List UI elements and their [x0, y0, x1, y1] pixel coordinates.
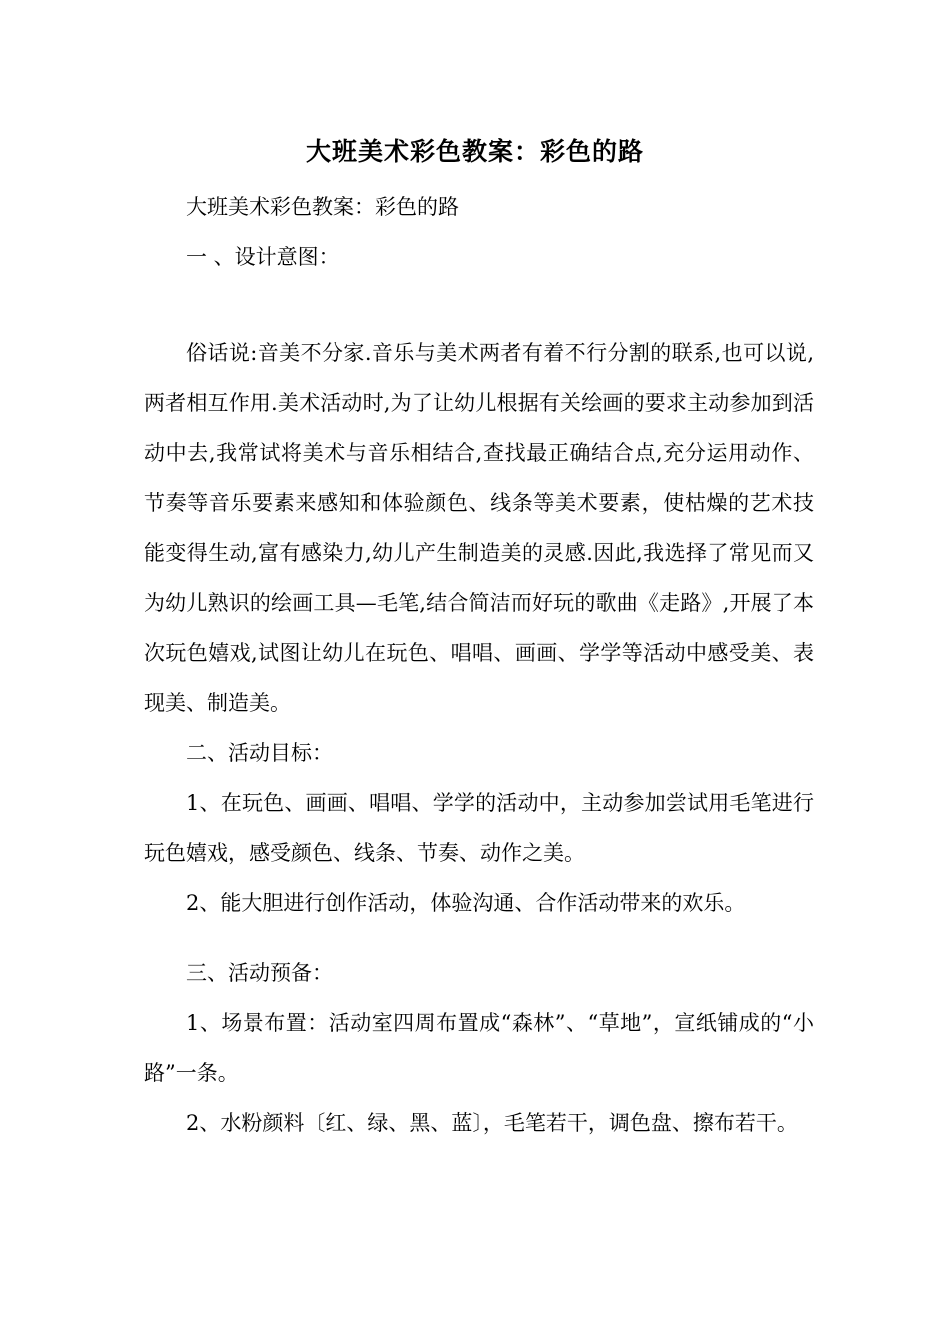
goal-item-1: 1、在玩色、画画、唱唱、学学的活动中，主动参加尝试用毛笔进行玩色嬉戏，感受颜色、线条、节奏、动作之美。 — [144, 791, 814, 865]
design-intent-paragraph: 俗话说:音美不分家.音乐与美术两者有着不行分割的联系,也可以说,两者相互作用.美术活动时,为了让幼儿根据有关绘画的要求主动参加到活动中去,我常试将美术与音乐相结合,查找最正确结合点,充分运用动作、节奏等音乐要素来感知和体验颜色、线条等美术要素，使枯燥的艺术技能变得生动,富有感染力,幼儿产生制造美的灵感.因此,我选择了常见而又为幼儿熟识的绘画工具—毛笔,结合简洁而好玩的歌曲《走路》,开展了本次玩色嬉戏,试图让幼儿在玩色、唱唱、画画、学学等活动中感受美、表现美、制造美。 — [144, 341, 814, 715]
section-heading-design-intent: 一 、设计意图： — [186, 245, 340, 269]
document-body — [144, 182, 814, 1148]
subtitle-paragraph: 大班美术彩色教案：彩色的路 — [186, 195, 459, 219]
preparation-item-2: 2、水粉颜料〔红、绿、黑、蓝〕，毛笔若干，调色盘、擦布若干。 — [186, 1111, 798, 1135]
goal-item-2: 2、能大胆进行创作活动，体验沟通、合作活动带来的欢乐。 — [186, 891, 746, 915]
document-title: 大班美术彩色教案：彩色的路 — [305, 137, 644, 166]
preparation-item-1: 1、场景布置：活动室四周布置成“森林”、“草地”，宣纸铺成的“小路”一条。 — [144, 1011, 814, 1085]
section-heading-preparation: 三、活动预备： — [186, 961, 333, 985]
section-heading-goals: 二、活动目标： — [186, 741, 333, 765]
